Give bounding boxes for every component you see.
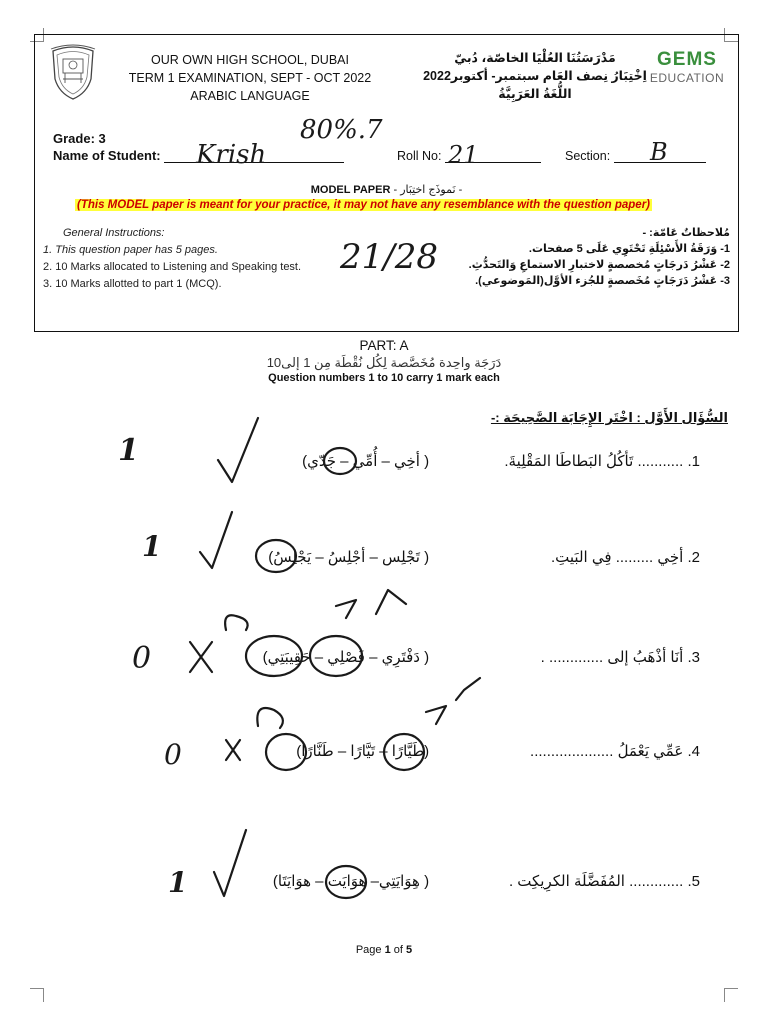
question-number: 2.: [687, 549, 700, 566]
model-paper-note: (This MODEL paper is meant for your practice, it may not have any resemblance with the question paper): [77, 199, 651, 211]
crop-mark-bottom-left: [30, 988, 44, 1002]
instructions-title-en: General Instructions:: [63, 227, 165, 239]
question-number: 1.: [687, 453, 700, 470]
header-box: [34, 34, 739, 332]
section-row: [565, 147, 706, 163]
q1-mark: 1: [118, 433, 139, 468]
instruction-ar-2: 2- عَشْرُ دَرجَاتٍ مُخصصةٍ لاختبارِ الاستماعِ وَالتَحدُّثِ.: [468, 259, 730, 271]
q1-check-icon: [218, 418, 258, 482]
instruction-en-1: 1. This question paper has 5 pages.: [43, 244, 218, 256]
percent-handwritten: 80%.7: [300, 115, 383, 145]
gems-logo-word: GEMS: [657, 49, 717, 70]
part-subtitle-ar: دَرَجَة واحِدة مُخَصَّصة لِكُل نُقْطَة مِن 1 إلى10: [266, 355, 502, 370]
exam-term-en: TERM 1 EXAMINATION, SEPT - OCT 2022: [128, 71, 372, 85]
grade-row: [53, 131, 106, 146]
question-4: [296, 742, 700, 760]
score-handwritten: 21/28: [340, 237, 438, 277]
instruction-en-3: 3. 10 Marks allotted to part 1 (MCQ).: [43, 278, 222, 290]
instruction-en-2: 2. 10 Marks allocated to Listening and Speaking test.: [43, 261, 302, 273]
school-name-ar: مَدْرَسَتُنَا العُلْيَا الخاصّة، دُبيّ: [454, 51, 616, 65]
section-handwritten: B: [650, 138, 668, 166]
question-stem: ............. المُفَضَّلَة الكرِيكِت .: [508, 873, 684, 890]
model-title-en: MODEL PAPER: [310, 184, 391, 196]
school-crest-icon: [47, 43, 99, 103]
question-1: [302, 452, 700, 470]
student-name-row: [53, 147, 344, 163]
part-subtitle-en: Question numbers 1 to 10 carry 1 mark each: [268, 372, 500, 384]
page-number: [0, 944, 768, 956]
question-2: [268, 548, 700, 566]
roll-label: Roll No:: [397, 149, 442, 163]
subject-en: ARABIC LANGUAGE: [190, 89, 310, 103]
instruction-ar-1: 1- وَرَقَةُ الأَسْئِلَةِ تَحْتَوِي عَلَى 5 صفحات.: [528, 243, 730, 255]
q4-correction-tick: [426, 678, 480, 724]
q3-cross-icon: [190, 642, 212, 672]
question-number: 4.: [687, 743, 700, 760]
grade-label: Grade:: [53, 131, 95, 146]
exam-term-ar: اِخْتِبَارُ نِصف العَام سبتمبر- أكتوبر2022: [423, 69, 647, 83]
school-header-ar: [405, 49, 665, 103]
student-name-line: [164, 147, 344, 163]
student-name-label: Name of Student:: [53, 148, 161, 163]
page-word: Page: [355, 944, 382, 956]
q3-correction-tick: [336, 590, 406, 618]
question-number: 5.: [687, 873, 700, 890]
q3-scribble: [225, 615, 248, 630]
roll-line: [445, 147, 541, 163]
crop-mark-bottom-right: [724, 988, 738, 1002]
question-stem: عَمِّي يَعْمَلُ ....................: [530, 743, 684, 760]
subject-ar: اللُّغَةُ العَرَبِيَّةُ: [498, 87, 572, 101]
question-options: ( تَجْلِس – أجْلِسُ – يَجْلِسُ): [268, 549, 430, 566]
q4-mark: 0: [164, 738, 182, 771]
part-a-header: [0, 338, 768, 384]
part-title: PART: A: [359, 338, 409, 353]
general-instructions-en: [43, 225, 301, 293]
question-options: ( دَفْتَرِي – فَصْلِي – حَقِيبَتِي): [262, 649, 430, 666]
question-stem: ........... تَأكُلُ البَطاطَا المَقْلِيةَ.: [504, 453, 684, 470]
school-name-en: OUR OWN HIGH SCHOOL, DUBAI: [151, 53, 349, 67]
question-stem: أخِي ......... فِي البَيتِ.: [551, 549, 684, 566]
student-name-handwritten: Krish: [196, 140, 267, 170]
question-options: ( هِوَايَتِي– هوَايَت – هوَايَتَا): [272, 873, 430, 890]
gems-logo: [648, 49, 726, 85]
model-title-ar: نَموذَج اختِبَار -: [400, 184, 463, 196]
q5-mark: 1: [168, 866, 188, 899]
section-line: [614, 147, 706, 163]
page-current: 1: [384, 944, 391, 956]
school-header-en: [115, 51, 385, 105]
page-total: 5: [406, 944, 413, 956]
q4-cross-icon: [226, 740, 240, 760]
general-instructions-ar: [430, 225, 730, 289]
question-options: ( أخِي – أُمِّي – جَدّي): [302, 453, 430, 470]
section-label: Section:: [565, 149, 611, 163]
question-options: (طَيَّارًا – تَيَّارًا – طَنَّارًا): [296, 743, 430, 760]
instructions-title-ar: مُلاحظاتٌ عَامّة: -: [642, 227, 730, 239]
instruction-ar-3: 3- عَشْرُ دَرَجَاتٍ مُخَصصةٍ للجُزء الأوَّل(المَوضوعي).: [475, 275, 730, 287]
question-number: 3.: [687, 649, 700, 666]
question-3: [263, 648, 700, 666]
model-paper-title: MODEL PAPER - نَموذَج اختِبَار -: [310, 184, 463, 196]
question-stem: أنَا أذْهَبُ إلى ............. .: [540, 649, 684, 666]
question-heading: السُّؤَال الأَوَّل : اخْتَر الإِجَابَة الصَّحِيحَة :-: [490, 410, 728, 425]
q5-check-icon: [214, 830, 246, 896]
roll-handwritten: 21: [448, 141, 479, 169]
q4-scribble: [257, 708, 283, 728]
gems-logo-sub: EDUCATION: [649, 71, 725, 85]
page-of: of: [393, 944, 403, 956]
roll-row: [397, 147, 541, 163]
q2-mark: 1: [142, 530, 162, 563]
q3-mark: 0: [132, 641, 152, 676]
grade-value: 3: [98, 131, 106, 146]
question-5: [273, 872, 700, 890]
q2-check-icon: [200, 512, 232, 568]
